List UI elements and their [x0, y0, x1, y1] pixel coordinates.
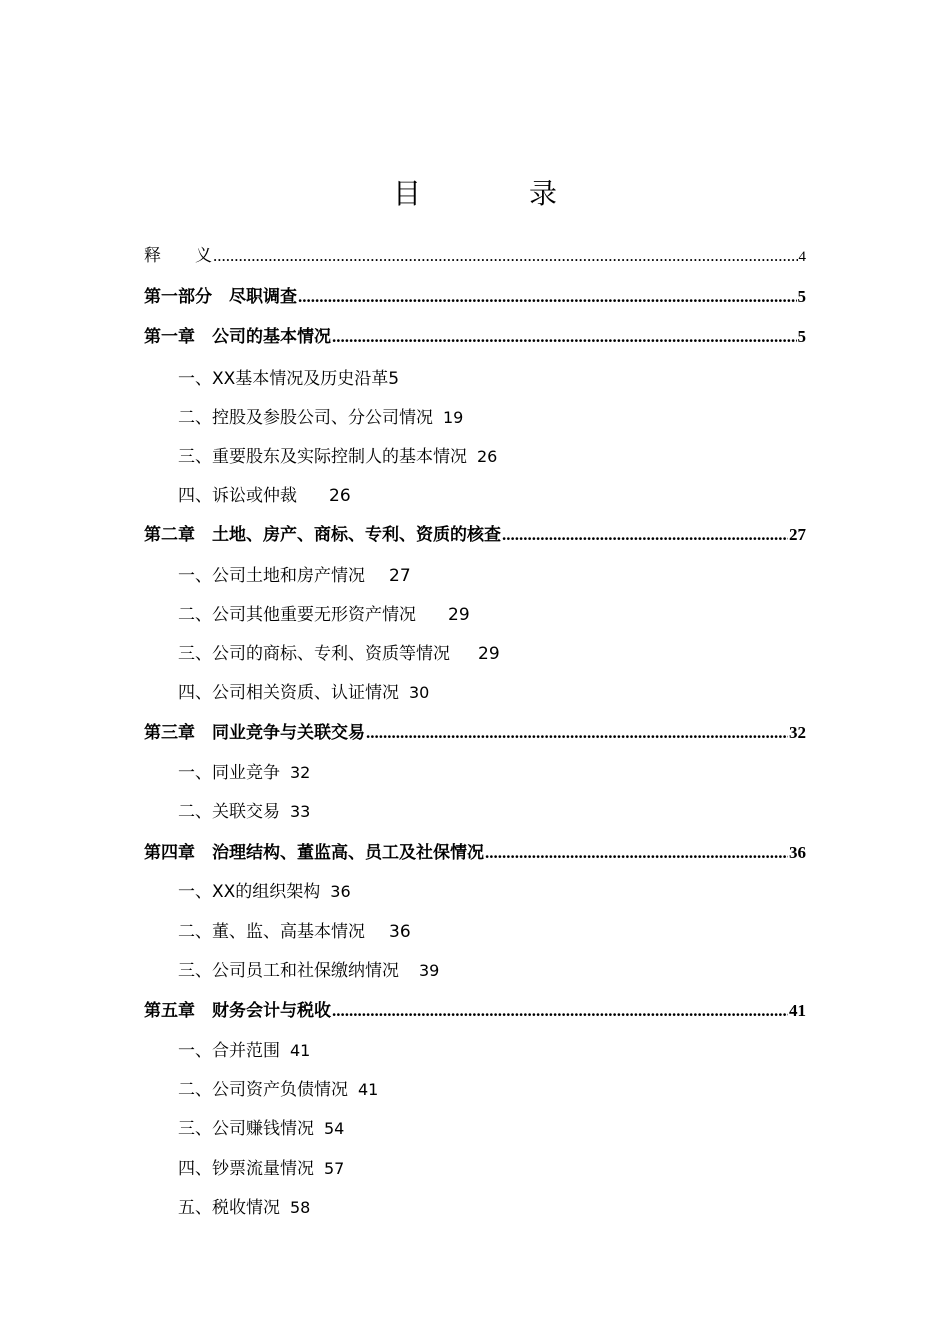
toc-entry-part1[interactable]	[144, 281, 806, 307]
dot-leader	[485, 843, 788, 863]
toc-entry-page: 29	[478, 644, 500, 664]
toc-entry-shiyi[interactable]	[144, 240, 806, 266]
toc-entry-label: 第一章 公司的基本情况	[144, 327, 331, 347]
toc-entry-label: 第四章 治理结构、董监高、员工及社保情况	[144, 843, 484, 863]
toc-entry-label: 三、公司员工和社保缴纳情况	[178, 961, 399, 981]
toc-entry-page: 54	[324, 1119, 345, 1138]
toc-entry-label: 二、公司资产负债情况	[178, 1080, 348, 1100]
toc-entry-label: 一、公司土地和房产情况	[178, 566, 365, 586]
toc-entry-page: 5	[797, 287, 806, 306]
toc-entry-page: 5	[797, 327, 806, 346]
toc-entry-label: 二、控股及参股公司、分公司情况	[178, 408, 433, 428]
toc-entry-page: 19	[443, 408, 464, 427]
toc-subentry[interactable]	[178, 1154, 344, 1179]
toc-subentry[interactable]	[178, 600, 470, 625]
dot-leader	[213, 246, 798, 266]
toc-chapter-2[interactable]	[144, 519, 806, 545]
toc-entry-page: 26	[477, 447, 498, 466]
toc-subentry[interactable]	[178, 639, 500, 664]
toc-entry-label: 一、XX的组织架构	[178, 882, 321, 902]
toc-entry-label: 一、同业竞争	[178, 763, 280, 783]
toc-entry-page: 27	[389, 566, 411, 586]
toc-entry-page: 32	[789, 723, 806, 742]
dot-leader	[298, 287, 797, 307]
toc-entry-label: 四、钞票流量情况	[178, 1159, 314, 1179]
toc-entry-page: 30	[409, 683, 430, 702]
page-title: 目 录	[392, 177, 597, 210]
toc-entry-page: 41	[358, 1080, 379, 1099]
toc-subentry[interactable]	[178, 758, 310, 783]
toc-entry-label: 三、重要股东及实际控制人的基本情况	[178, 447, 467, 467]
toc-entry-label: 第二章 土地、房产、商标、专利、资质的核查	[144, 525, 501, 545]
toc-entry-label: 释 义	[144, 246, 212, 266]
toc-entry-page: 4	[798, 249, 806, 265]
toc-subentry[interactable]	[178, 917, 411, 942]
toc-chapter-4[interactable]	[144, 837, 806, 863]
toc-subentry[interactable]	[178, 1114, 344, 1139]
toc-subentry[interactable]	[178, 1036, 310, 1061]
toc-entry-page: 26	[329, 486, 351, 506]
toc-entry-page: 36	[330, 882, 351, 901]
toc-entry-label: 第五章 财务会计与税收	[144, 1001, 331, 1021]
toc-subentry[interactable]	[178, 1193, 310, 1218]
toc-subentry[interactable]	[178, 678, 429, 703]
dot-leader	[502, 525, 788, 545]
toc-entry-page: 57	[324, 1159, 345, 1178]
toc-subentry[interactable]	[178, 797, 310, 822]
toc-entry-label: 二、关联交易	[178, 802, 280, 822]
toc-subentry[interactable]	[178, 561, 411, 586]
toc-subentry[interactable]	[178, 364, 399, 389]
dot-leader	[332, 1001, 788, 1021]
toc-entry-label: 第三章 同业竞争与关联交易	[144, 723, 365, 743]
toc-entry-label: 二、董、监、高基本情况	[178, 922, 365, 942]
toc-subentry[interactable]	[178, 1075, 378, 1100]
toc-entry-label: 一、XX基本情况及历史沿革	[178, 369, 389, 389]
toc-entry-label: 一、合并范围	[178, 1041, 280, 1061]
dot-leader	[366, 723, 788, 743]
toc-subentry[interactable]	[178, 956, 439, 981]
toc-entry-label: 四、公司相关资质、认证情况	[178, 683, 399, 703]
toc-entry-label: 四、诉讼或仲裁	[178, 486, 297, 506]
toc-subentry[interactable]	[178, 403, 463, 428]
toc-subentry[interactable]	[178, 442, 497, 467]
toc-entry-label: 三、公司赚钱情况	[178, 1119, 314, 1139]
toc-entry-page: 39	[419, 961, 440, 980]
toc-entry-page: 58	[290, 1198, 311, 1217]
toc-entry-label: 第一部分 尽职调查	[144, 287, 297, 307]
dot-leader	[332, 327, 797, 347]
toc-entry-page: 32	[290, 763, 311, 782]
toc-chapter-1[interactable]	[144, 321, 806, 347]
toc-entry-page: 29	[448, 605, 470, 625]
toc-chapter-5[interactable]	[144, 995, 806, 1021]
toc-entry-page: 5	[388, 369, 400, 389]
toc-subentry[interactable]	[178, 877, 351, 902]
toc-entry-page: 41	[789, 1001, 806, 1020]
toc-entry-page: 36	[389, 922, 411, 942]
toc-subentry[interactable]	[178, 481, 351, 506]
toc-entry-page: 33	[290, 802, 311, 821]
toc-entry-label: 二、公司其他重要无形资产情况	[178, 605, 416, 625]
toc-entry-label: 三、公司的商标、专利、资质等情况	[178, 644, 450, 664]
toc-entry-page: 41	[290, 1041, 311, 1060]
toc-chapter-3[interactable]	[144, 717, 806, 743]
toc-entry-page: 36	[789, 843, 806, 862]
toc-entry-page: 27	[789, 525, 806, 544]
toc-entry-label: 五、税收情况	[178, 1198, 280, 1218]
